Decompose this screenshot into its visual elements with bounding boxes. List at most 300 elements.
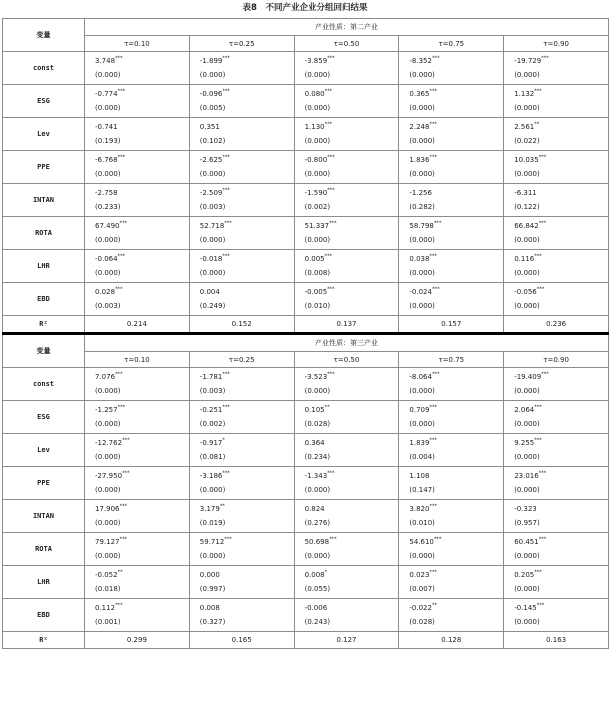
coefficient-value: 0.038 (409, 255, 430, 263)
coefficient-cell (399, 118, 504, 151)
coefficient-line (409, 535, 503, 549)
coefficient-cell (85, 250, 190, 283)
coefficient-value: 0.028 (95, 288, 116, 296)
significance-stars: *** (538, 536, 547, 543)
coefficient-cell (85, 566, 190, 599)
significance-stars: *** (534, 569, 542, 576)
coefficient-line (409, 252, 503, 266)
p-value: (0.000) (409, 236, 435, 244)
coefficient-value: -19.729 (514, 57, 542, 65)
coefficient-line (514, 120, 608, 134)
coefficient-line (514, 153, 608, 167)
coefficient-line (95, 601, 189, 615)
coefficient-line (514, 469, 608, 483)
p-value: (0.000) (514, 302, 540, 310)
coefficient-line (305, 601, 399, 615)
coefficient-line (514, 403, 608, 417)
coefficient-line (409, 436, 503, 450)
variable-header: 变量 (3, 19, 85, 52)
significance-stars: *** (117, 253, 126, 260)
coefficient-value: 79.127 (95, 538, 120, 546)
coefficient-line (95, 54, 189, 68)
r-squared-value: 0.137 (294, 316, 399, 334)
coefficient-cell (504, 533, 609, 566)
coefficient-line (305, 54, 399, 68)
significance-stars: *** (119, 536, 127, 543)
table-row (3, 283, 609, 316)
table-row (3, 85, 609, 118)
p-value: (0.957) (514, 519, 540, 527)
coefficient-value: 1.130 (304, 123, 325, 131)
coefficient-value: -0.022 (409, 604, 432, 612)
significance-stars: *** (327, 55, 335, 62)
coefficient-value: 0.365 (409, 90, 430, 98)
coefficient-value: 1.132 (514, 90, 535, 98)
significance-stars: *** (536, 286, 545, 293)
table-row (3, 599, 609, 632)
coefficient-value: 60.451 (514, 538, 539, 546)
coefficient-cell (294, 52, 399, 85)
coefficient-value: 9.255 (514, 439, 535, 447)
p-value: (0.122) (514, 203, 540, 211)
coefficient-line (409, 502, 503, 516)
coefficient-cell (399, 151, 504, 184)
significance-stars: *** (534, 253, 542, 260)
coefficient-cell (399, 283, 504, 316)
coefficient-cell (189, 500, 294, 533)
coefficient-cell (189, 250, 294, 283)
variable-name: EBD (3, 599, 85, 632)
variable-name: Lev (3, 434, 85, 467)
coefficient-value: 0.116 (514, 255, 535, 263)
coefficient-value: 51.337 (304, 222, 330, 230)
significance-stars: *** (429, 88, 437, 95)
coefficient-cell (399, 566, 504, 599)
quantile-header: τ=0.50 (294, 36, 399, 52)
p-value: (0.147) (409, 486, 435, 494)
coefficient-value: 66.842 (514, 222, 539, 230)
quantile-header: τ=0.90 (504, 352, 609, 368)
significance-stars: *** (117, 154, 126, 161)
coefficient-cell (85, 368, 190, 401)
p-value: (0.003) (95, 302, 121, 310)
coefficient-line (200, 469, 294, 483)
coefficient-line (514, 285, 608, 299)
coefficient-cell (85, 52, 190, 85)
significance-stars: *** (115, 55, 123, 62)
r-squared-row (3, 316, 609, 334)
coefficient-line (200, 502, 294, 516)
coefficient-line (95, 153, 189, 167)
p-value: (0.000) (514, 486, 540, 494)
coefficient-line (305, 252, 399, 266)
coefficient-cell (85, 599, 190, 632)
p-value: (0.233) (95, 203, 121, 211)
coefficient-value: -6.768 (95, 156, 118, 164)
significance-stars: *** (429, 404, 437, 411)
table-row (3, 566, 609, 599)
coefficient-value: 23.016 (514, 472, 539, 480)
coefficient-line (95, 436, 189, 450)
significance-stars: *** (429, 569, 437, 576)
p-value: (0.243) (304, 618, 331, 626)
coefficient-line (200, 120, 294, 134)
r-squared-label: R² (3, 632, 85, 649)
coefficient-line (200, 568, 294, 582)
coefficient-cell (504, 118, 609, 151)
significance-stars: *** (324, 253, 333, 260)
coefficient-cell (294, 184, 399, 217)
coefficient-line (95, 219, 189, 233)
variable-name: PPE (3, 151, 85, 184)
p-value: (0.234) (304, 453, 331, 461)
coefficient-line (305, 285, 399, 299)
p-value: (0.327) (199, 618, 226, 626)
coefficient-cell (504, 566, 609, 599)
coefficient-line (409, 186, 503, 200)
coefficient-value: 0.351 (199, 123, 220, 131)
coefficient-value: -2.509 (199, 189, 223, 197)
coefficient-cell (294, 151, 399, 184)
coefficient-cell (504, 467, 609, 500)
p-value: (0.010) (409, 519, 435, 527)
p-value: (0.000) (514, 269, 540, 277)
coefficient-cell (399, 368, 504, 401)
coefficient-line (305, 568, 399, 582)
coefficient-line (95, 186, 189, 200)
coefficient-value: 0.824 (304, 505, 325, 513)
coefficient-cell (85, 434, 190, 467)
significance-stars: ** (117, 569, 123, 576)
coefficient-cell (189, 151, 294, 184)
coefficient-line (200, 87, 294, 101)
p-value: (0.004) (409, 453, 435, 461)
coefficient-line (200, 219, 294, 233)
variable-name: ROTA (3, 217, 85, 250)
coefficient-line (514, 601, 608, 615)
coefficient-line (409, 601, 503, 615)
p-value: (0.000) (409, 170, 435, 178)
p-value: (0.010) (304, 302, 331, 310)
significance-stars: *** (327, 154, 335, 161)
table-row (3, 434, 609, 467)
coefficient-cell (85, 184, 190, 217)
variable-name: INTAN (3, 184, 85, 217)
p-value: (0.000) (199, 552, 226, 560)
significance-stars: *** (327, 470, 335, 477)
r-squared-value: 0.127 (294, 632, 399, 649)
table-row (3, 368, 609, 401)
significance-stars: *** (119, 503, 127, 510)
coefficient-value: 2.064 (514, 406, 535, 414)
coefficient-value: 58.798 (409, 222, 434, 230)
p-value: (0.003) (199, 387, 226, 395)
p-value: (0.007) (409, 585, 435, 593)
p-value: (0.000) (514, 552, 540, 560)
p-value: (0.018) (95, 585, 121, 593)
regression-table (2, 18, 609, 649)
p-value: (0.028) (304, 420, 331, 428)
coefficient-value: 0.709 (409, 406, 430, 414)
p-value: (0.000) (95, 104, 121, 112)
coefficient-line (200, 601, 294, 615)
coefficient-line (305, 153, 399, 167)
quantile-header: τ=0.50 (294, 352, 399, 368)
r-squared-value: 0.152 (189, 316, 294, 334)
significance-stars: *** (327, 371, 335, 378)
coefficient-value: -0.006 (304, 604, 328, 612)
coefficient-cell (189, 599, 294, 632)
coefficient-line (514, 186, 608, 200)
p-value: (0.000) (304, 387, 331, 395)
coefficient-line (409, 370, 503, 384)
significance-stars: *** (329, 536, 337, 543)
coefficient-cell (399, 467, 504, 500)
coefficient-value: -0.741 (95, 123, 118, 131)
coefficient-value: -0.800 (304, 156, 328, 164)
coefficient-line (514, 54, 608, 68)
r-squared-value: 0.236 (504, 316, 609, 334)
p-value: (0.000) (304, 486, 331, 494)
coefficient-cell (504, 184, 609, 217)
coefficient-line (200, 186, 294, 200)
p-value: (0.000) (95, 453, 121, 461)
r-squared-row (3, 632, 609, 649)
significance-stars: *** (119, 220, 127, 227)
p-value: (0.000) (409, 137, 435, 145)
p-value: (0.000) (409, 71, 435, 79)
significance-stars: ** (534, 121, 540, 128)
significance-stars: *** (222, 253, 230, 260)
quantile-header: τ=0.25 (189, 352, 294, 368)
quantile-header-row (3, 352, 609, 368)
significance-stars: *** (222, 154, 230, 161)
p-value: (0.000) (514, 585, 540, 593)
coefficient-line (95, 502, 189, 516)
coefficient-value: 3.179 (199, 505, 220, 513)
coefficient-value: -8.352 (409, 57, 432, 65)
coefficient-cell (294, 217, 399, 250)
significance-stars: *** (429, 503, 437, 510)
p-value: (0.000) (514, 420, 540, 428)
coefficient-value: 2.248 (409, 123, 430, 131)
p-value: (0.000) (409, 302, 435, 310)
coefficient-value: -0.251 (199, 406, 223, 414)
coefficient-line (514, 436, 608, 450)
coefficient-line (514, 370, 608, 384)
significance-stars: *** (536, 602, 545, 609)
p-value: (0.000) (199, 486, 226, 494)
coefficient-cell (85, 500, 190, 533)
significance-stars: *** (431, 286, 440, 293)
p-value: (0.002) (304, 203, 331, 211)
coefficient-line (305, 186, 399, 200)
coefficient-cell (399, 401, 504, 434)
coefficient-cell (294, 566, 399, 599)
coefficient-cell (399, 500, 504, 533)
coefficient-cell (399, 85, 504, 118)
p-value: (0.102) (199, 137, 226, 145)
coefficient-cell (85, 401, 190, 434)
significance-stars: *** (429, 437, 437, 444)
p-value: (0.000) (514, 618, 540, 626)
coefficient-value: -0.024 (409, 288, 432, 296)
coefficient-line (305, 502, 399, 516)
coefficient-value: 0.004 (199, 288, 220, 296)
significance-stars: ** (324, 404, 330, 411)
coefficient-value: 0.080 (304, 90, 325, 98)
variable-name: const (3, 52, 85, 85)
coefficient-value: 3.748 (95, 57, 116, 65)
coefficient-line (305, 403, 399, 417)
coefficient-cell (399, 434, 504, 467)
coefficient-value: -0.052 (95, 571, 118, 579)
coefficient-cell (294, 500, 399, 533)
significance-stars: *** (115, 371, 123, 378)
p-value: (0.000) (514, 387, 540, 395)
p-value: (0.000) (199, 269, 226, 277)
table-row (3, 217, 609, 250)
significance-stars: *** (115, 602, 123, 609)
coefficient-cell (189, 283, 294, 316)
significance-stars: *** (538, 154, 547, 161)
significance-stars: *** (222, 371, 230, 378)
coefficient-cell (504, 52, 609, 85)
variable-name: const (3, 368, 85, 401)
significance-stars: *** (541, 371, 549, 378)
p-value: (0.005) (199, 104, 226, 112)
quantile-header: τ=0.10 (85, 36, 190, 52)
coefficient-line (200, 285, 294, 299)
coefficient-cell (504, 85, 609, 118)
coefficient-cell (85, 283, 190, 316)
coefficient-line (514, 568, 608, 582)
coefficient-line (200, 403, 294, 417)
table-row (3, 500, 609, 533)
significance-stars: *** (429, 121, 437, 128)
p-value: (0.000) (95, 519, 121, 527)
p-value: (0.000) (95, 269, 121, 277)
significance-stars: * (222, 437, 225, 444)
coefficient-line (200, 54, 294, 68)
coefficient-value: -0.056 (514, 288, 537, 296)
coefficient-cell (85, 533, 190, 566)
coefficient-line (409, 285, 503, 299)
coefficient-value: 3.820 (409, 505, 430, 513)
significance-stars: *** (431, 371, 440, 378)
significance-stars: *** (222, 470, 230, 477)
p-value: (0.000) (304, 104, 331, 112)
coefficient-value: 17.906 (95, 505, 120, 513)
coefficient-line (514, 219, 608, 233)
table-row (3, 184, 609, 217)
significance-stars: *** (538, 470, 547, 477)
coefficient-line (305, 535, 399, 549)
significance-stars: *** (222, 88, 230, 95)
p-value: (0.000) (409, 269, 435, 277)
coefficient-line (514, 535, 608, 549)
r-squared-value: 0.299 (85, 632, 190, 649)
significance-stars: *** (222, 55, 230, 62)
coefficient-line (95, 87, 189, 101)
coefficient-line (514, 87, 608, 101)
coefficient-value: -0.145 (514, 604, 537, 612)
p-value: (0.193) (95, 137, 121, 145)
significance-stars: *** (534, 437, 542, 444)
coefficient-cell (189, 217, 294, 250)
significance-stars: *** (222, 404, 230, 411)
coefficient-value: 1.836 (409, 156, 430, 164)
coefficient-cell (294, 401, 399, 434)
p-value: (0.000) (304, 552, 331, 560)
coefficient-value: -0.323 (514, 505, 537, 513)
p-value: (0.000) (514, 236, 540, 244)
significance-stars: *** (431, 55, 440, 62)
p-value: (0.001) (95, 618, 121, 626)
coefficient-cell (504, 283, 609, 316)
coefficient-line (514, 502, 608, 516)
p-value: (0.000) (95, 236, 121, 244)
quantile-header: τ=0.75 (399, 36, 504, 52)
table-row (3, 250, 609, 283)
quantile-header: τ=0.75 (399, 352, 504, 368)
industry-group-label: 产业性质：第二产业 (85, 19, 609, 36)
coefficient-line (409, 403, 503, 417)
coefficient-line (95, 285, 189, 299)
r-squared-value: 0.128 (399, 632, 504, 649)
significance-stars: *** (222, 187, 230, 194)
p-value: (0.000) (95, 71, 121, 79)
coefficient-line (409, 54, 503, 68)
coefficient-cell (399, 52, 504, 85)
coefficient-cell (85, 151, 190, 184)
significance-stars: *** (541, 55, 549, 62)
quantile-header-row (3, 36, 609, 52)
r-squared-value: 0.214 (85, 316, 190, 334)
coefficient-line (200, 153, 294, 167)
coefficient-cell (504, 151, 609, 184)
coefficient-line (95, 120, 189, 134)
coefficient-value: -0.096 (199, 90, 223, 98)
coefficient-line (305, 87, 399, 101)
coefficient-line (200, 370, 294, 384)
coefficient-value: -2.625 (199, 156, 223, 164)
p-value: (0.000) (95, 486, 121, 494)
coefficient-line (409, 153, 503, 167)
significance-stars: *** (327, 286, 335, 293)
p-value: (0.008) (304, 269, 331, 277)
coefficient-value: -1.899 (199, 57, 223, 65)
r-squared-value: 0.163 (504, 632, 609, 649)
p-value: (0.000) (304, 170, 331, 178)
coefficient-cell (189, 401, 294, 434)
coefficient-cell (189, 566, 294, 599)
coefficient-cell (504, 599, 609, 632)
table-title: 表8 不同产业企业分组回归结果 (242, 3, 368, 13)
coefficient-value: 52.718 (199, 222, 225, 230)
coefficient-line (95, 252, 189, 266)
coefficient-value: -1.256 (409, 189, 432, 197)
variable-name: LHR (3, 250, 85, 283)
coefficient-cell (294, 599, 399, 632)
coefficient-value: -3.186 (199, 472, 223, 480)
coefficient-cell (294, 533, 399, 566)
coefficient-cell (294, 467, 399, 500)
coefficient-value: -1.781 (199, 373, 223, 381)
coefficient-cell (85, 118, 190, 151)
significance-stars: *** (329, 220, 337, 227)
p-value: (0.000) (409, 420, 435, 428)
